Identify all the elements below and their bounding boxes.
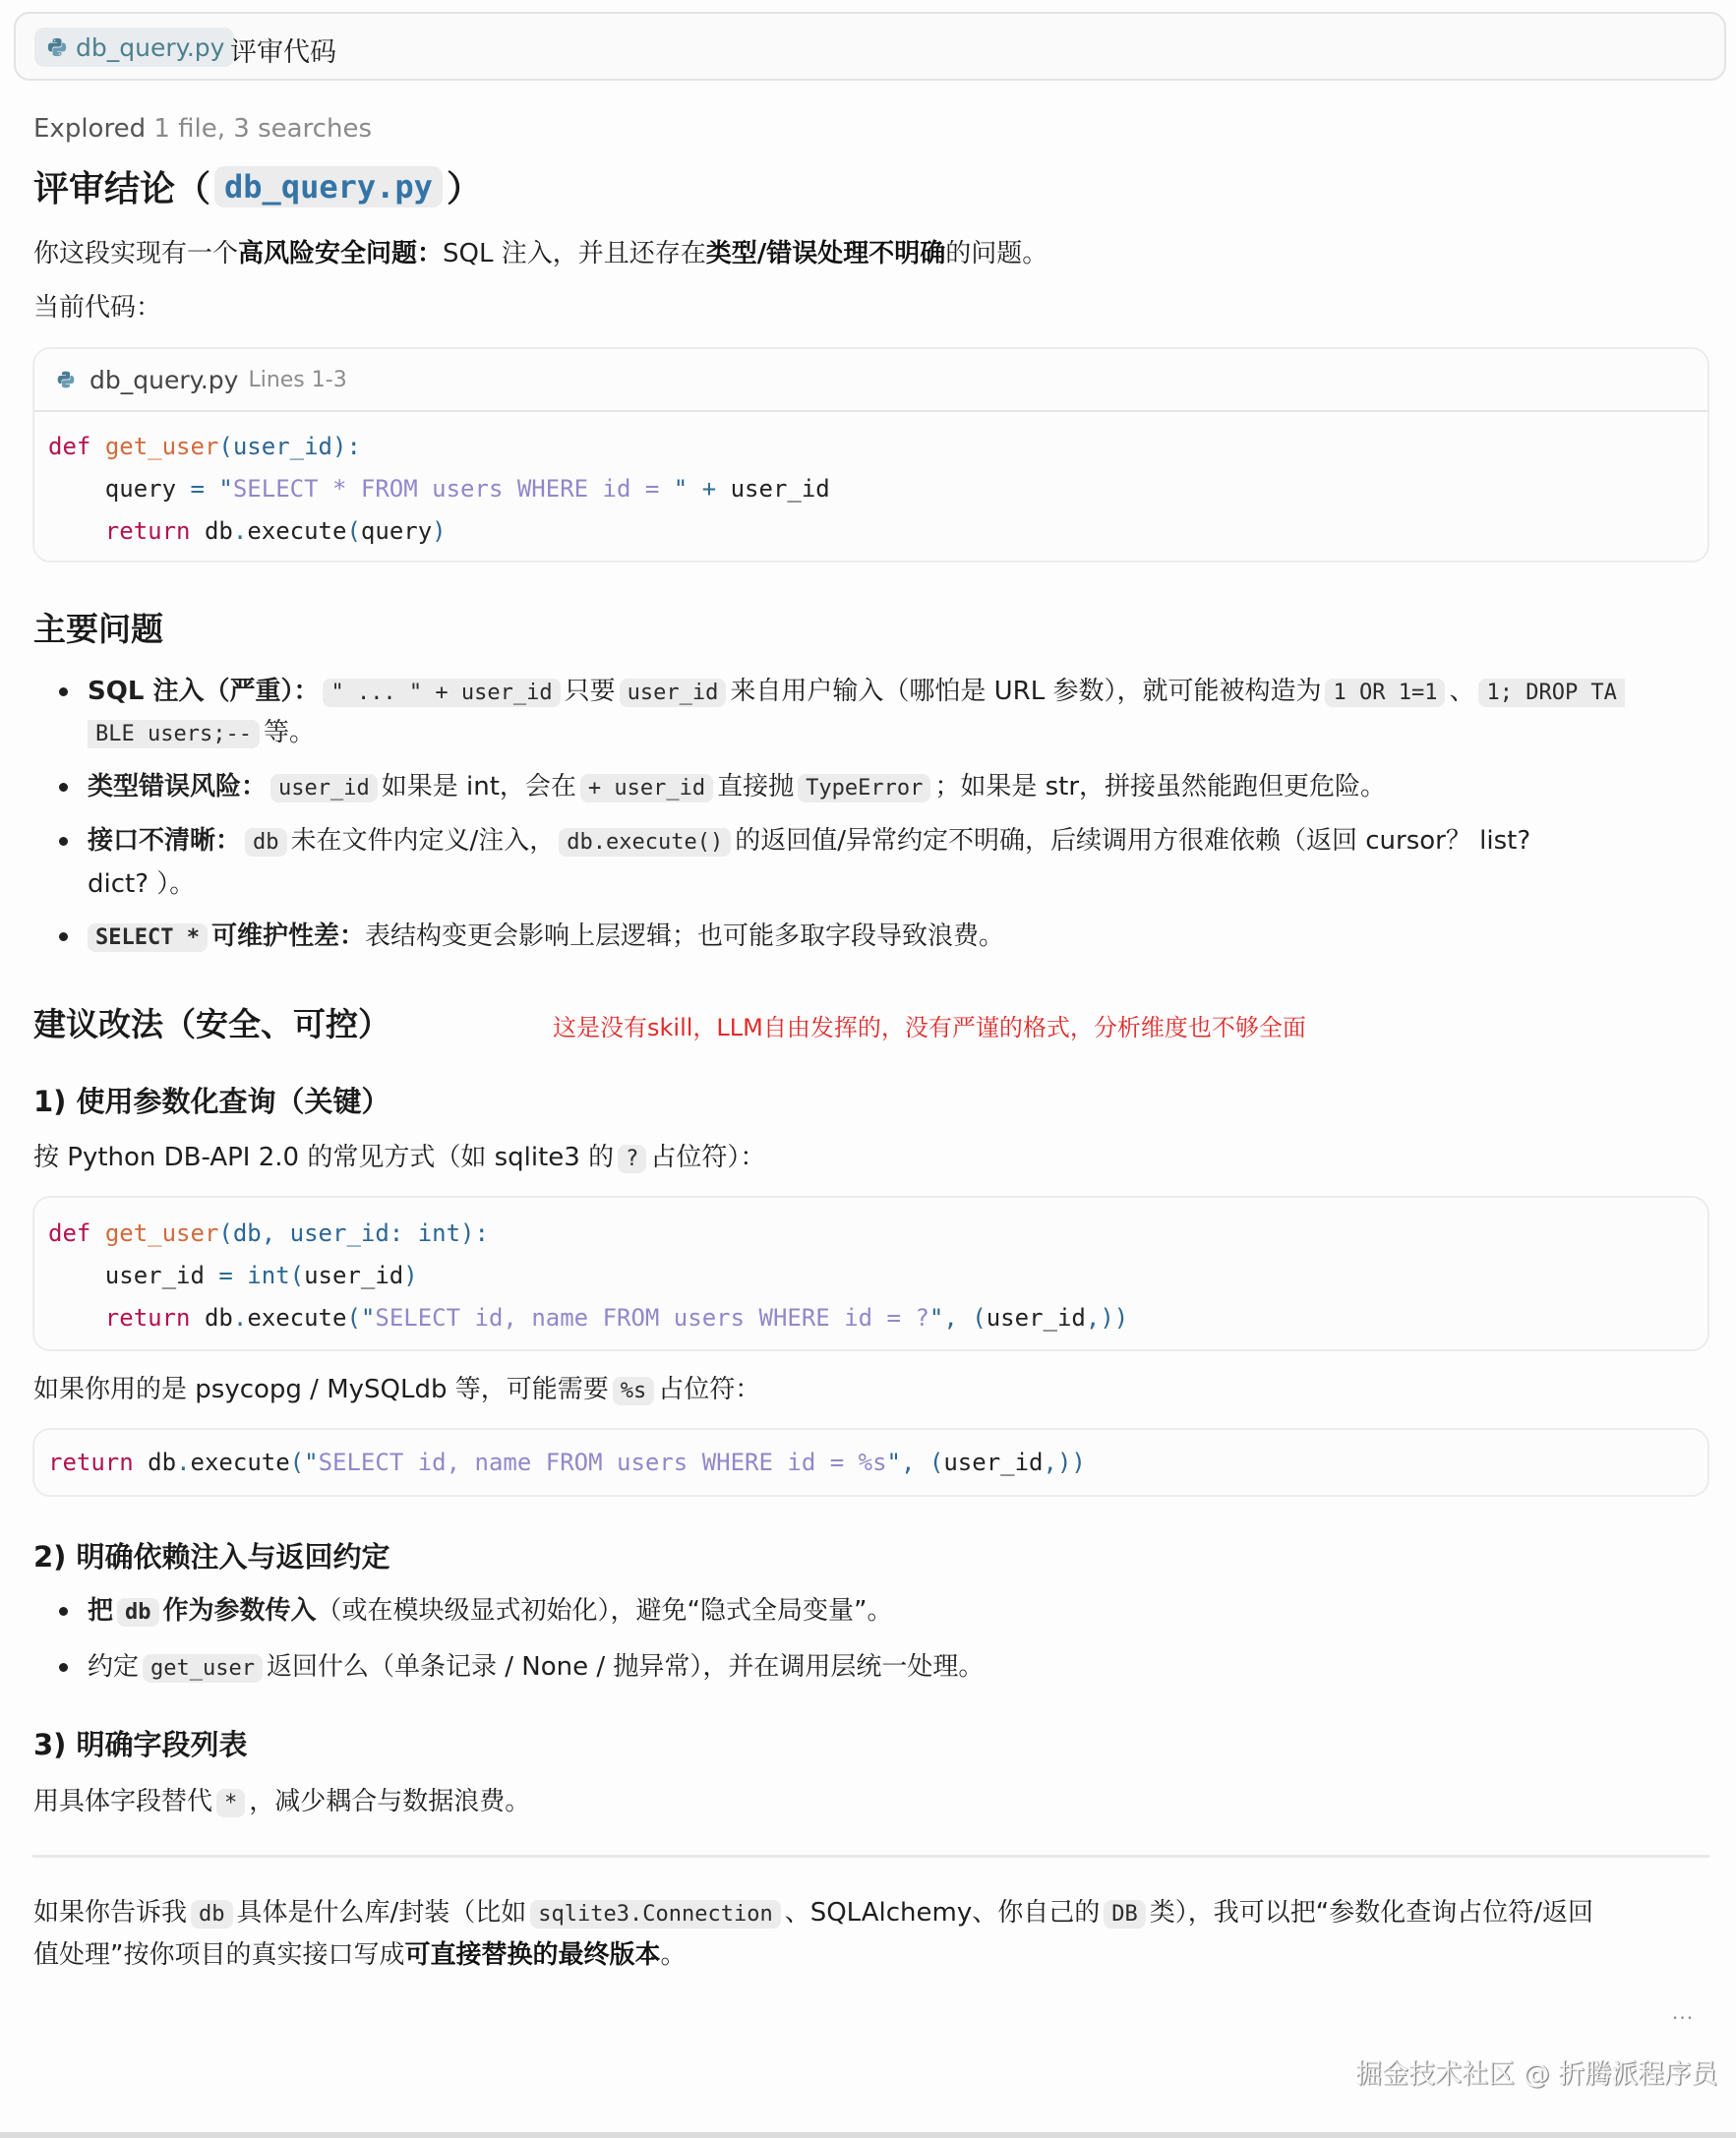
code-line-1: return db.execute("SELECT id, name FROM users WHERE id = %s", (user_id,)) [48, 1449, 1086, 1476]
issue-text [88, 671, 1625, 714]
suggestion-1-alt [33, 1369, 760, 1412]
code-line-2: query = "SELECT * FROM users WHERE id = " + user_id [48, 475, 830, 503]
file-chip-label: db_query.py [76, 32, 225, 62]
more-options-icon[interactable]: ··· [1672, 2006, 1695, 2030]
suggestion-2-heading: 2) 明确依赖注入与返回约定 [33, 1540, 390, 1574]
closing-text-4: 类），我可以把“参数化查询占位符/返回 [1149, 1898, 1593, 1928]
inline-code: sqlite3.Connection [530, 1900, 780, 1929]
suggestion-3-text [33, 1781, 530, 1824]
issue-text-3: 、 [1449, 677, 1475, 706]
inline-code: SELECT * [88, 923, 208, 952]
issue-bold: 接口不清晰： [88, 826, 242, 856]
inline-code: 1; DROP TA [1478, 679, 1624, 707]
item-bold-1: 把 [88, 1596, 114, 1626]
python-icon [46, 36, 68, 58]
code-line-2: user_id = int(user_id) [48, 1262, 418, 1289]
code-body [34, 1198, 1707, 1339]
prompt-text: 评审代码 [230, 37, 336, 68]
summary-bold-2: 类型/错误处理不明确 [705, 239, 946, 268]
bullet-icon [59, 932, 68, 941]
inline-code: TypeError [798, 774, 930, 802]
closing-text-3: 、SQLAlchemy、你自己的 [784, 1898, 1101, 1928]
bullet-icon [59, 783, 68, 792]
inline-code: + user_id [580, 774, 713, 802]
issue-text-3: ；如果是 str，拼接虽然能跑但更危险。 [934, 772, 1387, 802]
issue-text-4: 等。 [263, 718, 315, 747]
issue-text-2: 的返回值/异常约定不明确，后续调用方很难依赖（返回 cursor？ list? [735, 826, 1531, 856]
issue-bold: SQL 注入（严重）： [88, 677, 320, 706]
issues-heading: 主要问题 [33, 610, 163, 648]
issue-text-1: 表结构变更会影响上层逻辑；也可能多取字段导致浪费。 [364, 921, 1004, 951]
code-lines-range: Lines 1-3 [248, 367, 347, 392]
suggestions-heading: 建议改法（安全、可控） [33, 1005, 390, 1043]
inline-code: db [191, 1900, 233, 1929]
explored-detail: 1 file, 3 searches [153, 114, 372, 144]
title-code: db_query.py [214, 166, 443, 208]
closing-line-2 [33, 1934, 687, 1976]
inline-code: user_id [620, 679, 727, 707]
section-divider [32, 1855, 1709, 1858]
code-block-original [32, 347, 1709, 563]
python-icon [56, 370, 76, 389]
annotation-note: 这是没有skill，LLM自由发挥的，没有严谨的格式，分析维度也不够全面 [553, 1014, 1306, 1041]
item-text [88, 1646, 984, 1690]
issue-bold: 可维护性差： [210, 921, 365, 951]
issue-text-2: 来自用户输入（哪怕是 URL 参数），就可能被构造为 [730, 677, 1322, 706]
inline-code: BLE users;-- [88, 720, 260, 748]
s3-text-2: ，减少耦合与数据浪费。 [249, 1787, 531, 1816]
summary-text-3: 的问题。 [945, 239, 1048, 268]
closing-text-5: 值处理”按你项目的真实接口写成 [33, 1940, 405, 1970]
watermark: 掘金技术社区 @ 折腾派程序员 [1355, 2059, 1718, 2090]
item-text [88, 1590, 892, 1633]
code-filename: db_query.py [90, 365, 239, 394]
inline-code: db.execute() [559, 828, 731, 857]
code-block-fixed [32, 1196, 1709, 1351]
summary-text-2: SQL 注入，并且还存在 [443, 239, 706, 268]
inline-code: DB [1104, 1900, 1146, 1929]
explored-summary[interactable] [33, 114, 372, 144]
code-block-psycopg [32, 1428, 1709, 1497]
file-chip[interactable] [34, 28, 234, 67]
item-bold-2: 作为参数传入 [162, 1596, 317, 1626]
review-title [33, 161, 482, 211]
code-line-1: def get_user(user_id): [48, 433, 361, 460]
code-line-1: def get_user(db, user_id: int): [48, 1219, 489, 1247]
bullet-icon [59, 687, 68, 696]
alt-text-1: 如果你用的是 psycopg / MySQLdb 等，可能需要 [33, 1375, 609, 1404]
title-suffix: ） [446, 169, 482, 209]
inline-code: %s [613, 1377, 655, 1405]
issue-text-1: 如果是 int，会在 [381, 772, 576, 802]
intro-text-2: 占位符）： [650, 1143, 766, 1172]
item-text-1: 约定 [88, 1652, 140, 1682]
issue-bold: 类型错误风险： [88, 772, 268, 802]
intro-text-1: 按 Python DB-API 2.0 的常见方式（如 sqlite3 的 [33, 1143, 615, 1172]
item-text-rest: （或在模块级显式初始化），避免“隐式全局变量”。 [316, 1596, 893, 1626]
inline-code: user_id [270, 774, 378, 802]
title-prefix: 评审结论（ [33, 169, 211, 209]
summary-paragraph [33, 233, 1048, 274]
closing-text-6: 。 [660, 1940, 687, 1970]
suggestion-3-heading: 3) 明确字段列表 [33, 1728, 248, 1761]
summary-text-1: 你这段实现有一个 [33, 239, 239, 268]
inline-code: * [216, 1789, 245, 1817]
inline-code: ? [618, 1145, 646, 1173]
alt-text-2: 占位符： [658, 1375, 761, 1404]
item-text-2: 返回什么（单条记录 / None / 抛异常），并在调用层统一处理。 [266, 1652, 985, 1682]
current-code-label: 当前代码： [33, 293, 162, 323]
issue-text-3: dict? ）。 [88, 869, 196, 899]
bullet-icon [59, 1663, 68, 1672]
inline-code: get_user [143, 1654, 263, 1683]
bullet-icon [59, 1607, 68, 1616]
issue-text-1: 未在文件内定义/注入， [290, 826, 556, 856]
code-line-3: return db.execute("SELECT id, name FROM users WHERE id = ?", (user_id,)) [104, 1304, 1129, 1332]
issue-text [88, 916, 1004, 959]
inline-code: db [117, 1598, 159, 1627]
issue-text-wrap [88, 712, 315, 755]
issue-text [88, 766, 1386, 809]
code-block-header[interactable] [34, 349, 1707, 412]
s3-text-1: 用具体字段替代 [33, 1787, 213, 1816]
prompt-bar[interactable] [14, 12, 1726, 81]
inline-code: db [245, 828, 287, 857]
issue-text-2: 直接抛 [717, 772, 795, 802]
suggestion-1-heading: 1) 使用参数化查询（关键） [33, 1085, 390, 1118]
issue-text-1: 只要 [564, 677, 616, 706]
closing-line-1 [33, 1892, 1593, 1935]
bullet-icon [59, 837, 68, 846]
closing-bold: 可直接替换的最终版本 [404, 1940, 661, 1970]
inline-code: " ... " + user_id [323, 679, 560, 707]
issue-text [88, 820, 1530, 863]
bottom-border [0, 2132, 1736, 2138]
closing-text-2: 具体是什么库/封装（比如 [236, 1898, 527, 1928]
summary-bold-1: 高风险安全问题： [238, 239, 444, 268]
code-body [34, 1430, 1707, 1484]
suggestion-1-intro [33, 1137, 765, 1180]
inline-code: 1 OR 1=1 [1325, 679, 1445, 707]
code-body [34, 412, 1707, 553]
code-line-3: return db.execute(query) [104, 517, 447, 545]
explored-label: Explored [33, 114, 147, 144]
closing-text-1: 如果你告诉我 [33, 1898, 188, 1928]
